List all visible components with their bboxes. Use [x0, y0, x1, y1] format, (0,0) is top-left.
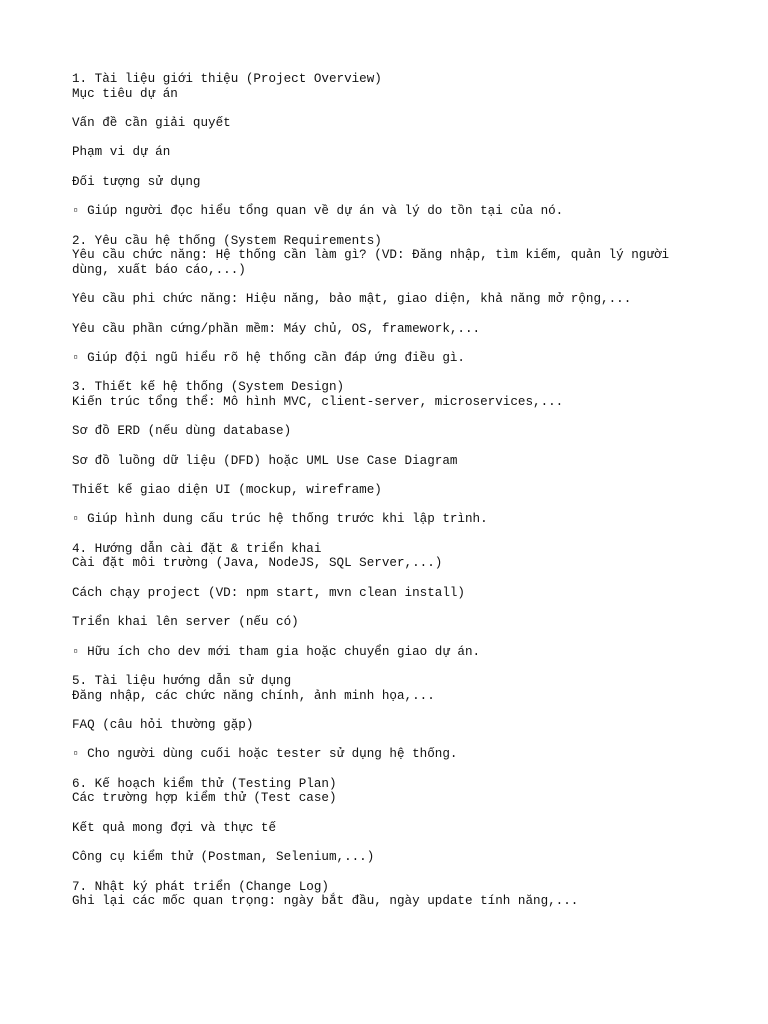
- blank-line: [72, 571, 712, 586]
- text-line: FAQ (câu hỏi thường gặp): [72, 717, 254, 732]
- blank-line: [72, 277, 712, 292]
- text-line: Mục tiêu dự án: [72, 86, 178, 101]
- text-line: 3. Thiết kế hệ thống (System Design): [72, 380, 345, 395]
- blank-line: [72, 630, 712, 645]
- blank-line: [72, 366, 712, 381]
- text-line: 4. Hướng dẫn cài đặt & triển khai: [72, 541, 322, 556]
- text-line: Kết quả mong đợi và thực tế: [72, 820, 277, 835]
- text-line: Cách chạy project (VD: npm start, mvn clean install): [72, 585, 465, 600]
- text-line: ▫ Cho người dùng cuối hoặc tester sử dụng hệ thống.: [72, 747, 458, 762]
- blank-line: [72, 762, 712, 777]
- document-body: [72, 72, 712, 909]
- text-line: Cài đặt môi trường (Java, NodeJS, SQL Server,...): [72, 556, 443, 571]
- text-line: Sơ đồ luồng dữ liệu (DFD) hoặc UML Use Case Diagram: [72, 453, 458, 468]
- blank-line: [72, 131, 712, 146]
- blank-line: [72, 439, 712, 454]
- text-line: Phạm vi dự án: [72, 145, 171, 160]
- text-line: Sơ đồ ERD (nếu dùng database): [72, 424, 292, 439]
- text-line: Triển khai lên server (nếu có): [72, 615, 299, 630]
- text-line: Yêu cầu chức năng: Hệ thống cần làm gì? (VD: Đăng nhập, tìm kiếm, quản lý người: [72, 248, 670, 263]
- text-line: Vấn đề cần giải quyết: [72, 115, 231, 130]
- text-line: Đăng nhập, các chức năng chính, ảnh minh họa,...: [72, 688, 435, 703]
- blank-line: [72, 219, 712, 234]
- text-line: ▫ Giúp đội ngũ hiểu rõ hệ thống cần đáp ứng điều gì.: [72, 350, 465, 365]
- text-line: Ghi lại các mốc quan trọng: ngày bắt đầu, ngày update tính năng,...: [72, 894, 579, 909]
- text-line: dùng, xuất báo cáo,...): [72, 262, 246, 277]
- text-line: Các trường hợp kiểm thử (Test case): [72, 791, 337, 806]
- blank-line: [72, 498, 712, 513]
- text-line: 2. Yêu cầu hệ thống (System Requirements): [72, 233, 382, 248]
- blank-line: [72, 600, 712, 615]
- text-line: ▫ Giúp người đọc hiểu tổng quan về dự án và lý do tồn tại của nó.: [72, 204, 564, 219]
- blank-line: [72, 527, 712, 542]
- text-line: Thiết kế giao diện UI (mockup, wireframe): [72, 483, 382, 498]
- text-line: Yêu cầu phi chức năng: Hiệu năng, bảo mật, giao diện, khả năng mở rộng,...: [72, 292, 632, 307]
- blank-line: [72, 409, 712, 424]
- blank-line: [72, 468, 712, 483]
- blank-line: [72, 659, 712, 674]
- blank-line: [72, 101, 712, 116]
- blank-line: [72, 835, 712, 850]
- blank-line: [72, 806, 712, 821]
- text-line: Kiến trúc tổng thể: Mô hình MVC, client-server, microservices,...: [72, 394, 564, 409]
- blank-line: [72, 336, 712, 351]
- text-line: Yêu cầu phần cứng/phần mềm: Máy chủ, OS, framework,...: [72, 321, 481, 336]
- blank-line: [72, 189, 712, 204]
- text-line: ▫ Hữu ích cho dev mới tham gia hoặc chuyển giao dự án.: [72, 644, 481, 659]
- text-line: 5. Tài liệu hướng dẫn sử dụng: [72, 674, 292, 688]
- text-line: 6. Kế hoạch kiểm thử (Testing Plan): [72, 776, 337, 791]
- text-line: ▫ Giúp hình dung cấu trúc hệ thống trước khi lập trình.: [72, 512, 488, 527]
- blank-line: [72, 703, 712, 718]
- text-line: 7. Nhật ký phát triển (Change Log): [72, 879, 329, 894]
- blank-line: [72, 307, 712, 322]
- text-line: Công cụ kiểm thử (Postman, Selenium,...): [72, 850, 375, 865]
- blank-line: [72, 733, 712, 748]
- text-line: 1. Tài liệu giới thiệu (Project Overview): [72, 72, 382, 86]
- blank-line: [72, 160, 712, 175]
- text-line: Đối tượng sử dụng: [72, 174, 201, 189]
- blank-line: [72, 865, 712, 880]
